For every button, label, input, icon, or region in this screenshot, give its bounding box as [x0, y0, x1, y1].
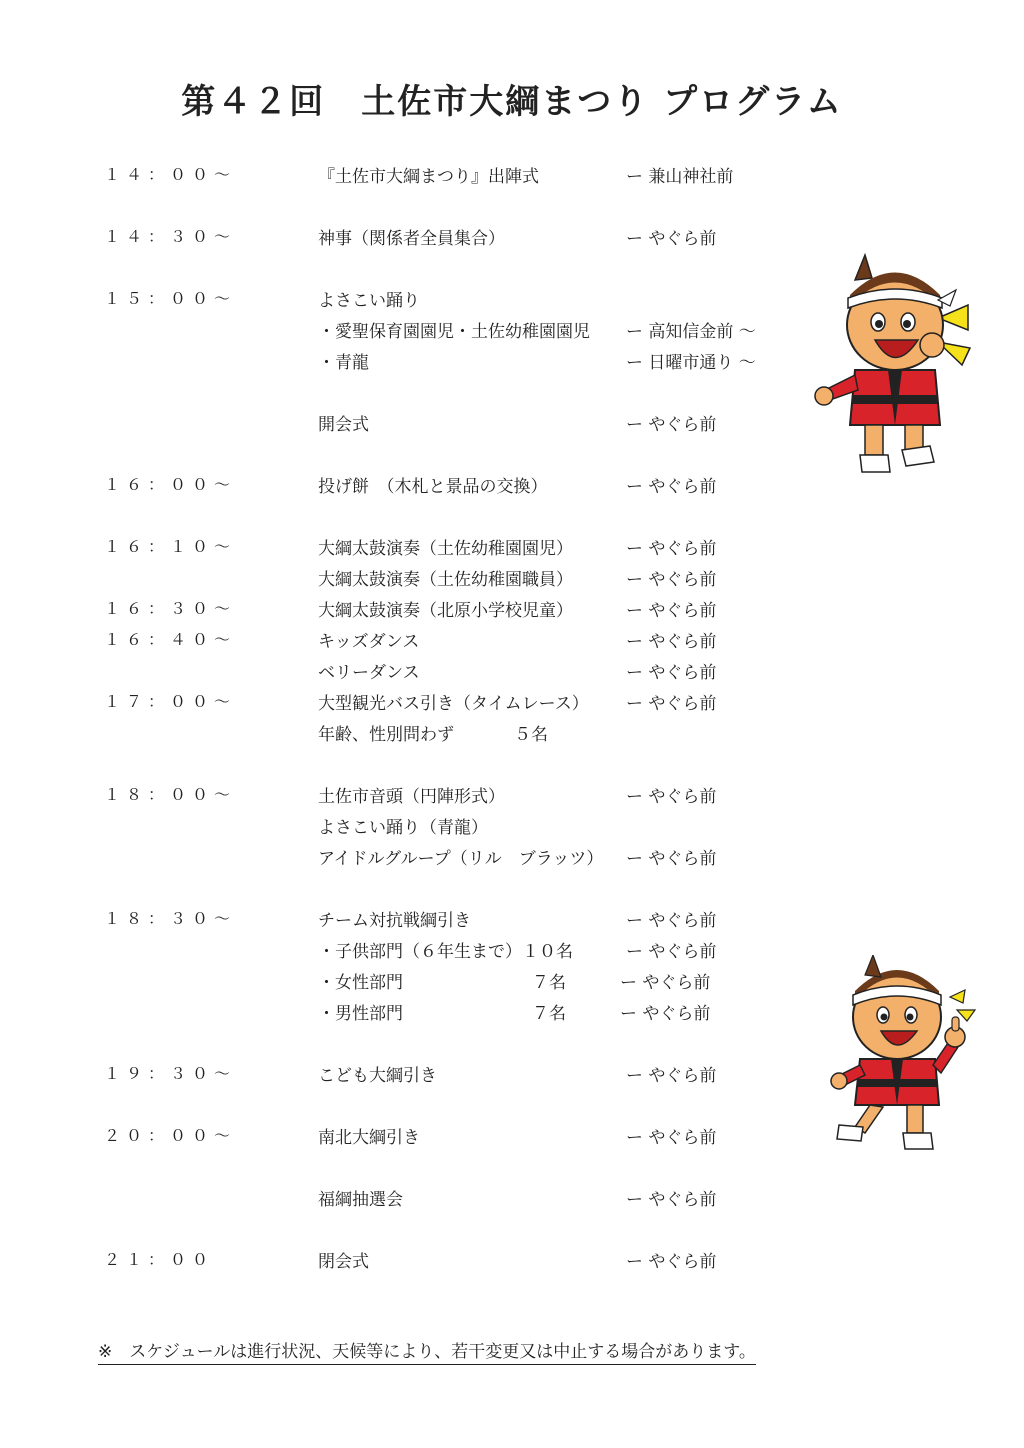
row-time: １９：３０～	[104, 1064, 237, 1083]
row-event: 福綱抽選会	[318, 1190, 403, 1210]
row-location: ー やぐら前	[626, 477, 717, 497]
schedule-row	[0, 565, 1024, 593]
row-time: １８：３０～	[104, 909, 237, 928]
schedule-row	[0, 162, 1024, 190]
row-event: 大型観光バス引き（タイムレース）	[318, 694, 589, 714]
schedule-row	[0, 658, 1024, 686]
row-event: 閉会式	[318, 1252, 369, 1272]
row-event: 大綱太鼓演奏（北原小学校児童）	[318, 601, 573, 621]
schedule-note: ※ スケジュールは進行状況、天候等により、若干変更又は中止する場合があります。	[98, 1337, 756, 1365]
row-event: アイドルグループ（リル ブラッツ）	[318, 849, 604, 869]
row-time: ２０：００～	[104, 1126, 237, 1145]
row-location: ー やぐら前	[626, 1128, 717, 1148]
row-location: ー やぐら前	[620, 1004, 711, 1024]
schedule-row	[0, 782, 1024, 810]
row-event: こども大綱引き	[318, 1066, 437, 1086]
schedule-row	[0, 844, 1024, 872]
schedule-row	[0, 1185, 1024, 1213]
schedule-row	[0, 689, 1024, 717]
row-event: 年齢、性別問わず	[318, 725, 454, 745]
row-time: １６：４０～	[104, 630, 237, 649]
schedule-row	[0, 596, 1024, 624]
row-time: １６：１０～	[104, 537, 237, 556]
row-event: ・女性部門	[318, 973, 403, 993]
row-event: ・青龍	[318, 353, 369, 373]
row-location: ー やぐら前	[626, 415, 717, 435]
schedule-row	[0, 627, 1024, 655]
row-time: １４：３０～	[104, 227, 237, 246]
row-location: ー やぐら前	[626, 849, 717, 869]
row-event: 『土佐市大綱まつり』出陣式	[318, 167, 539, 187]
row-count: ７名	[532, 973, 566, 993]
row-event: 神事（関係者全員集合）	[318, 229, 505, 249]
row-time: １４：００～	[104, 165, 237, 184]
row-location: ー やぐら前	[626, 570, 717, 590]
row-event: 大綱太鼓演奏（土佐幼稚園職員）	[318, 570, 573, 590]
row-event: ・男性部門	[318, 1004, 403, 1024]
row-event: 土佐市音頭（円陣形式）	[318, 787, 505, 807]
row-location: ー やぐら前	[626, 229, 717, 249]
row-location: ー 兼山神社前	[626, 167, 734, 187]
row-time: １５：００～	[104, 289, 237, 308]
row-event: ベリーダンス	[318, 663, 420, 683]
page-title: 第４２回 土佐市大綱まつり プログラム	[181, 82, 843, 122]
row-location: ー やぐら前	[626, 1190, 717, 1210]
mascot-thumbs-up-illustration	[825, 955, 985, 1155]
schedule-row	[0, 813, 1024, 841]
row-location: ー やぐら前	[626, 1066, 717, 1086]
row-time: １６：００～	[104, 475, 237, 494]
row-time: １６：３０～	[104, 599, 237, 618]
row-location: ー やぐら前	[626, 911, 717, 931]
row-event: 投げ餅 （木札と景品の交換）	[318, 477, 548, 497]
row-event: 開会式	[318, 415, 369, 435]
row-location: ー やぐら前	[626, 539, 717, 559]
row-count: ７名	[532, 1004, 566, 1024]
row-location: ー やぐら前	[626, 1252, 717, 1272]
row-event: ・愛聖保育園園児・土佐幼稚園園児	[318, 322, 590, 342]
schedule-row	[0, 720, 1024, 748]
row-location: ー やぐら前	[626, 787, 717, 807]
row-location: ー やぐら前	[626, 632, 717, 652]
schedule-row	[0, 224, 1024, 252]
schedule-row	[0, 1247, 1024, 1275]
row-location: ー やぐら前	[626, 663, 717, 683]
row-event: よさこい踊り（青龍）	[318, 818, 488, 838]
row-time: ２１：００	[104, 1250, 215, 1269]
row-event: ・子供部門（６年生まで）１０名	[318, 942, 573, 962]
row-location: ー 高知信金前 ～	[626, 322, 756, 342]
mascot-shouting-illustration	[810, 250, 980, 480]
row-count: ５名	[514, 725, 548, 745]
row-location: ー やぐら前	[626, 942, 717, 962]
row-event: キッズダンス	[318, 632, 420, 652]
row-time: １７：００～	[104, 692, 237, 711]
row-event: よさこい踊り	[318, 291, 420, 311]
row-location: ー やぐら前	[620, 973, 711, 993]
schedule-row	[0, 534, 1024, 562]
row-location: ー 日曜市通り ～	[626, 353, 756, 373]
row-event: 大綱太鼓演奏（土佐幼稚園園児）	[318, 539, 573, 559]
row-time: １８：００～	[104, 785, 237, 804]
schedule-row	[0, 906, 1024, 934]
row-event: 南北大綱引き	[318, 1128, 420, 1148]
row-location: ー やぐら前	[626, 694, 717, 714]
row-location: ー やぐら前	[626, 601, 717, 621]
row-event: チーム対抗戦綱引き	[318, 911, 471, 931]
